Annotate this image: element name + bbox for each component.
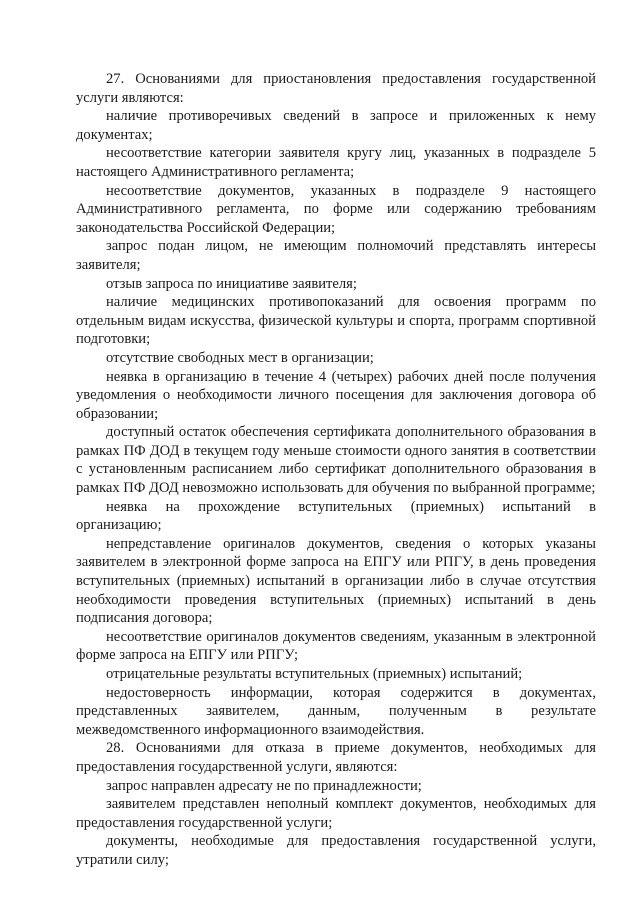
list-item: доступный остаток обеспечения сертификата дополнительного образования в рамках ПФ ДОД в текущем году меньше стоимости одного занятия в соответствии с установленным расписанием либо сертификат дополнительного образования в рамках ПФ ДОД невозможно использовать для обучения по выбранной программе; [76, 424, 596, 497]
list-item: непредставление оригиналов документов, сведения о которых указаны заявителем в электронной форме запроса на ЕПГУ или РПГУ, в день проведения вступительных (приемных) испытаний в организации либо в случае отсутствия необходимости проведения вступительных (приемных) испытаний в день подписания договора; [76, 535, 596, 627]
list-item: недостоверность информации, которая содержится в документах, представленных заявителем, данным, полученным в результате межведомственного информационного взаимодействия. [76, 684, 596, 738]
list-item: несоответствие категории заявителя кругу лиц, указанных в подразделе 5 настоящего Административного регламента; [76, 145, 596, 180]
list-item: заявителем представлен неполный комплект документов, необходимых для предоставления государственной услуги; [76, 796, 596, 831]
list-item: неявка в организацию в течение 4 (четырех) рабочих дней после получения уведомления о необходимости личного посещения для заключения договора об образовании; [76, 368, 596, 422]
list-item: документы, необходимые для предоставления государственной услуги, утратили силу; [76, 833, 596, 868]
paragraph-28-heading: 28. Основаниями для отказа в приеме документов, необходимых для предоставления государственной услуги, являются: [76, 740, 596, 775]
list-item: отзыв запроса по инициативе заявителя; [106, 275, 357, 292]
list-item: запрос подан лицом, не имеющим полномочий представлять интересы заявителя; [76, 238, 596, 273]
list-item: неявка на прохождение вступительных (приемных) испытаний в организацию; [76, 498, 596, 534]
document-body [76, 70, 596, 870]
list-item: несоответствие документов, указанных в подразделе 9 настоящего Административного регламента, по форме или содержанию требованиям законодательства Российской Федерации; [76, 182, 596, 236]
list-item: наличие медицинских противопоказаний для освоения программ по отдельным видам искусства, физической культуры и спорта, программ спортивной подготовки; [76, 294, 596, 348]
list-item: запрос направлен адресату не по принадлежности; [106, 777, 422, 794]
list-item: наличие противоречивых сведений в запросе и приложенных к нему документах; [76, 108, 596, 143]
paragraph-27-heading: 27. Основаниями для приостановления предоставления государственной услуги являются: [76, 71, 596, 106]
list-item: отсутствие свободных мест в организации; [106, 349, 374, 366]
list-item: отрицательные результаты вступительных (приемных) испытаний; [106, 666, 523, 682]
list-item: несоответствие оригиналов документов сведениям, указанным в электронной форме запроса на ЕПГУ или РПГУ; [76, 628, 596, 664]
